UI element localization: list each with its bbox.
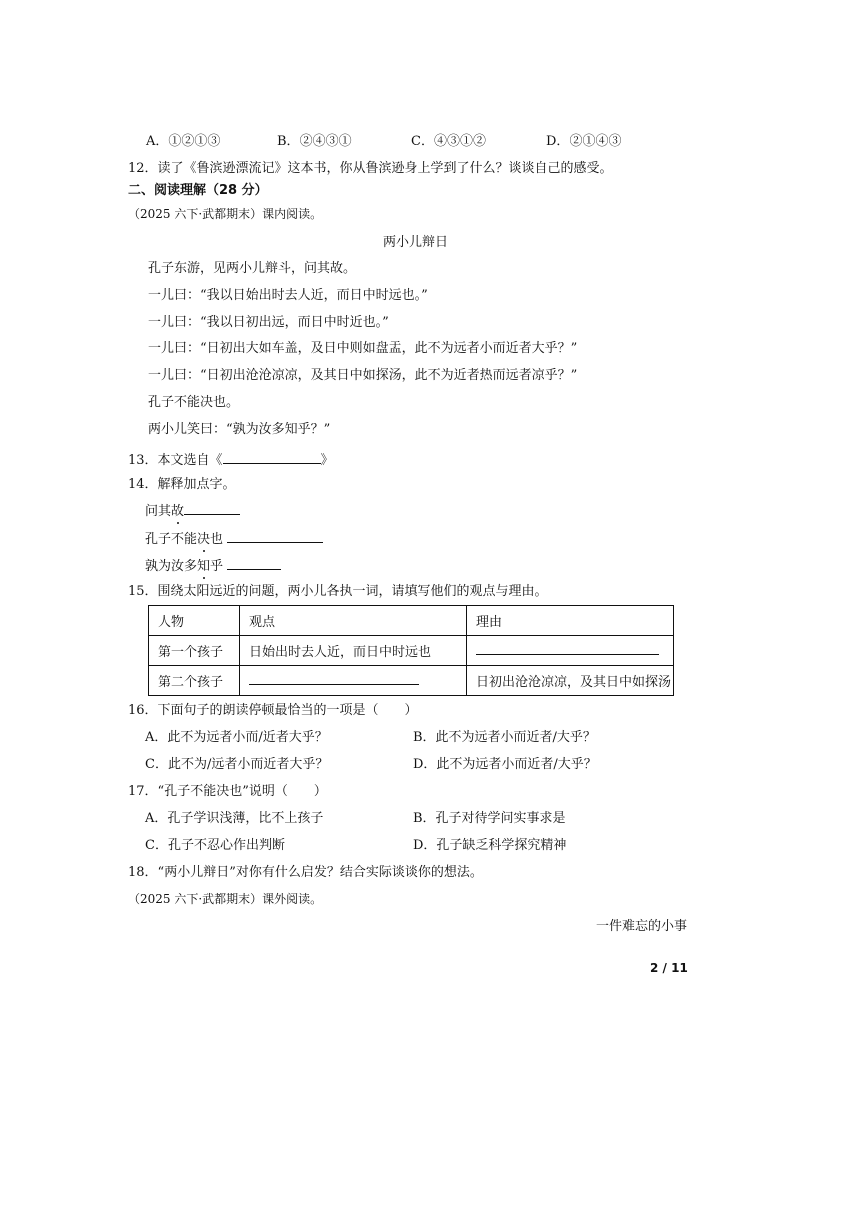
answer-blank[interactable] (476, 642, 659, 655)
question-14: 14．解释加点字。 (128, 477, 236, 492)
answer-blank[interactable] (184, 502, 240, 515)
q16-option-a: A．此不为远者小而/近者大乎？ (145, 730, 328, 745)
table-cell-blank[interactable] (467, 636, 674, 666)
passage-line: 两小儿笑曰：“孰为汝多知乎？” (148, 422, 331, 437)
page-number: 2 / 11 (650, 961, 688, 975)
question-12: 12．读了《鲁滨逊漂流记》这本书，你从鲁滨逊身上学到了什么？谈谈自己的感受。 (128, 161, 613, 176)
question-16: 16．下面句子的朗读停顿最恰当的一项是（ ） (128, 703, 418, 718)
answer-blank[interactable] (249, 672, 419, 685)
q11-option-a: A．①②①③ (146, 134, 221, 149)
source-note-2: （2025 六下·武都期末）课外阅读。 (128, 892, 323, 906)
passage-line: 孔子不能决也。 (148, 395, 240, 410)
section-2-title: 二、阅读理解（28 分） (128, 183, 268, 198)
q11-option-d: D．②①④③ (546, 134, 622, 149)
answer-blank[interactable] (227, 530, 323, 543)
q17-option-b: B．孔子对待学问实事求是 (413, 811, 566, 826)
q17-option-c: C．孔子不忍心作出判断 (145, 838, 285, 853)
table-row (149, 666, 674, 696)
table-cell: 日初出沧沧凉凉，及其日中如探汤 (467, 666, 674, 696)
passage-line: 孔子东游，见两小儿辩斗，问其故。 (148, 261, 357, 276)
table-header: 观点 (240, 606, 467, 636)
passage-line: 一儿曰：“我以日始出时去人近，而日中时远也。” (148, 288, 428, 303)
table-cell: 第一个孩子 (149, 636, 240, 666)
q14-item-b: 孔子不能决也 (145, 530, 323, 546)
source-note-1: （2025 六下·武都期末）课内阅读。 (128, 207, 323, 221)
q17-option-d: D．孔子缺乏科学探究精神 (413, 838, 567, 853)
q11-option-b: B．②④③① (277, 134, 352, 149)
passage-line: 一儿曰：“我以日初出远，而日中时近也。” (148, 315, 389, 330)
table-cell: 日始出时去人近，而日中时远也 (240, 636, 467, 666)
passage2-title: 一件难忘的小事 (596, 919, 688, 934)
table-cell-blank[interactable] (240, 666, 467, 696)
table-header-row (149, 606, 674, 636)
q17-option-a: A．孔子学识浅薄，比不上孩子 (145, 811, 324, 826)
q14-item-a: 问其故 (145, 502, 240, 518)
question-15: 15．围绕太阳远近的问题，两小儿各执一词，请填写他们的观点与理由。 (128, 584, 548, 599)
table-row (149, 636, 674, 666)
passage-line: 一儿曰：“日初出沧沧凉凉，及其日中如探汤，此不为近者热而远者凉乎？” (148, 368, 578, 383)
q14-item-c: 孰为汝多知乎 (145, 557, 281, 573)
table-cell: 第二个孩子 (149, 666, 240, 696)
answer-blank[interactable] (227, 557, 281, 570)
q11-option-c: C．④③①② (411, 134, 486, 149)
viewpoint-table (148, 605, 674, 696)
q16-option-c: C．此不为/远者小而近者大乎？ (145, 757, 329, 772)
answer-blank[interactable] (223, 451, 321, 464)
q16-option-b: B．此不为远者小而近者/大乎？ (413, 730, 596, 745)
question-13: 13．本文选自《 》 (128, 453, 334, 468)
table-header: 理由 (467, 606, 674, 636)
passage-line: 一儿曰：“日初出大如车盖，及日中则如盘盂，此不为远者小而近者大乎？” (148, 341, 578, 356)
table-header: 人物 (149, 606, 240, 636)
passage-title: 两小儿辩日 (383, 235, 449, 250)
question-17: 17．“孔子不能决也”说明（ ） (128, 784, 327, 799)
question-18: 18．“两小儿辩日”对你有什么启发？结合实际谈谈你的想法。 (128, 865, 483, 880)
q16-option-d: D．此不为远者小而近者/大乎？ (413, 757, 597, 772)
